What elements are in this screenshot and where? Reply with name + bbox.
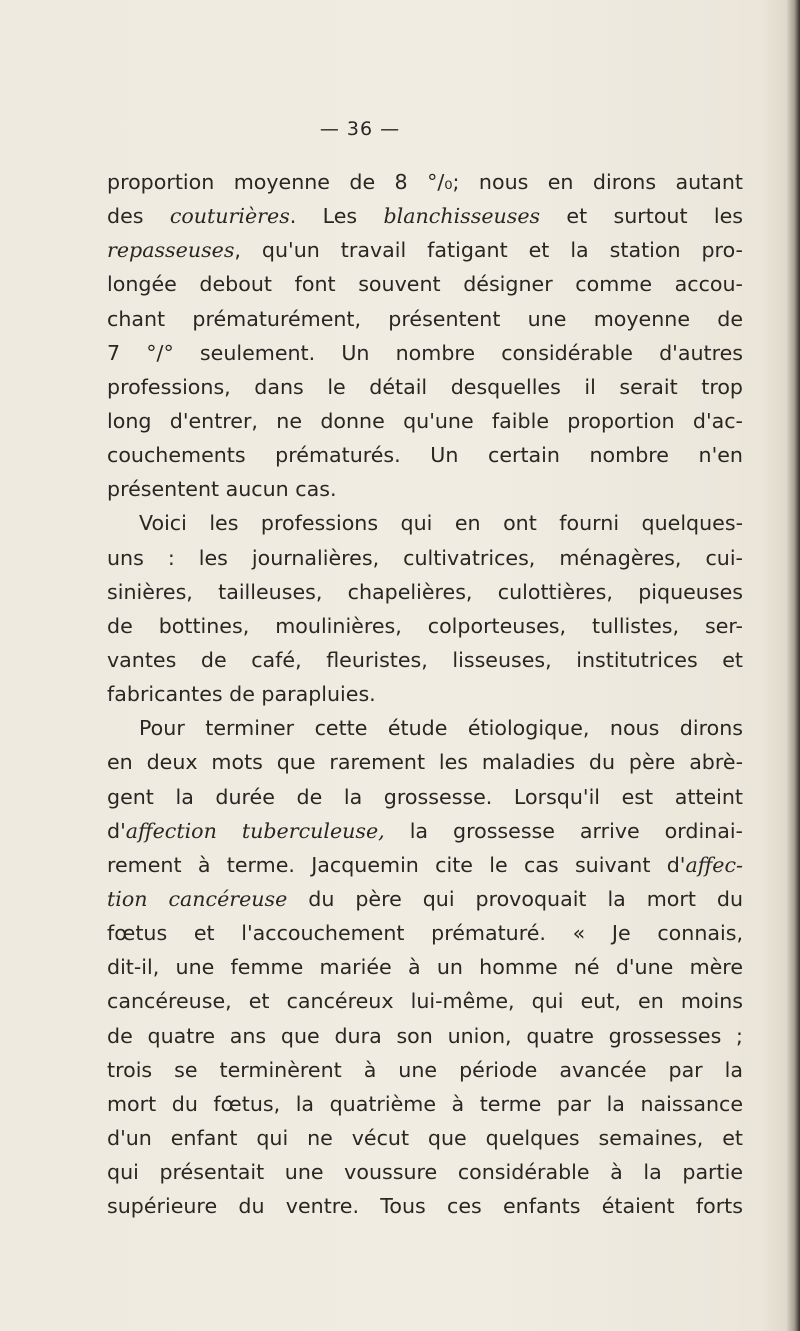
text-line	[107, 541, 743, 575]
text-segment: en deux mots que rarement les maladies du père abrè-	[107, 750, 743, 775]
text-line	[107, 1155, 743, 1189]
italic-text: couturières	[169, 204, 290, 229]
text-segment: supérieure du ventre. Tous ces enfants étaient forts	[107, 1194, 743, 1219]
text-line	[107, 472, 743, 506]
text-line	[107, 233, 743, 267]
text-segment: professions, dans le détail desquelles il serait trop	[107, 374, 743, 399]
text-segment: , qu'un travail fatigant et la station pro-	[234, 238, 743, 263]
text-line	[107, 404, 743, 438]
text-segment: . Les	[289, 204, 384, 229]
text-segment: du père qui provoquait la mort du	[287, 886, 744, 911]
text-line	[107, 814, 743, 848]
text-line	[107, 1019, 743, 1053]
text-line	[107, 267, 743, 301]
text-segment: d'un enfant qui ne vécut que quelques semaines, et	[107, 1125, 743, 1150]
text-line	[107, 984, 743, 1018]
text-segment: Voici les professions qui en ont fourni quelques-	[139, 511, 743, 536]
text-line	[107, 575, 743, 609]
text-segment: gent la durée de la grossesse. Lorsqu'il est atteint	[107, 784, 743, 809]
text-line	[107, 370, 743, 404]
text-segment: chant prématurément, présentent une moyenne de	[107, 306, 743, 331]
text-line	[107, 745, 743, 779]
text-segment: cancéreuse, et cancéreux lui-même, qui eut, en moins	[107, 989, 743, 1014]
text-segment: couchements prématurés. Un certain nombre n'en	[107, 443, 743, 468]
italic-text: tion cancéreuse	[107, 886, 288, 911]
text-line	[107, 882, 743, 916]
text-line	[107, 165, 743, 199]
text-line	[107, 1053, 743, 1087]
text-segment: sinières, tailleuses, chapelières, culottières, piqueuses	[107, 579, 743, 604]
text-segment: la grossesse arrive ordinai-	[384, 818, 743, 843]
text-segment: trois se terminèrent à une période avancée par la	[107, 1057, 743, 1082]
text-segment: des	[107, 204, 170, 229]
text-line	[107, 780, 743, 814]
text-segment: vantes de café, fleuristes, lisseuses, institutrices et	[107, 647, 743, 672]
italic-text: affec-	[685, 852, 743, 877]
text-line	[107, 438, 743, 472]
italic-text: repasseuses	[107, 238, 235, 263]
text-segment: de quatre ans que dura son union, quatre grossesses ;	[107, 1023, 743, 1048]
text-line	[107, 677, 743, 711]
text-segment: long d'entrer, ne donne qu'une faible proportion d'ac-	[107, 408, 743, 433]
text-line	[107, 302, 743, 336]
text-line	[107, 1087, 743, 1121]
text-segment: uns : les journalières, cultivatrices, ménagères, cui-	[107, 545, 743, 570]
italic-text: affection tuberculeuse,	[125, 818, 385, 843]
text-line	[107, 506, 743, 540]
text-segment: fabricantes de parapluies.	[107, 682, 376, 707]
italic-text: blanchisseuses	[383, 204, 541, 229]
text-segment: d'	[107, 818, 126, 843]
text-segment: rement à terme. Jacquemin cite le cas suivant d'	[107, 852, 686, 877]
text-segment: proportion moyenne de 8 °/₀; nous en dirons autant	[107, 170, 743, 194]
text-segment: mort du fœtus, la quatrième à terme par la naissance	[107, 1091, 743, 1116]
page-edge-shadow	[786, 0, 800, 1331]
text-line	[107, 1121, 743, 1155]
text-line	[107, 336, 743, 370]
page-number: — 36 —	[319, 118, 401, 140]
text-segment: et surtout les	[540, 204, 743, 229]
text-segment: présentent aucun cas.	[107, 477, 337, 502]
text-line	[107, 848, 743, 882]
text-line	[107, 711, 743, 745]
text-line	[107, 643, 743, 677]
text-segment: de bottines, moulinières, colporteuses, tullistes, ser-	[107, 613, 743, 638]
body-text	[107, 165, 743, 1223]
text-line	[107, 950, 743, 984]
text-line	[107, 609, 743, 643]
text-line	[107, 916, 743, 950]
text-segment: dit-il, une femme mariée à un homme né d'une mère	[107, 955, 743, 980]
text-segment: Pour terminer cette étude étiologique, nous dirons	[139, 716, 743, 741]
text-segment: 7 °/° seulement. Un nombre considérable d'autres	[107, 340, 743, 365]
text-segment: fœtus et l'accouchement prématuré. « Je connais,	[107, 921, 743, 946]
text-line	[107, 199, 743, 233]
text-segment: qui présentait une voussure considérable à la partie	[107, 1160, 743, 1185]
text-line	[107, 1189, 743, 1223]
text-segment: longée debout font souvent désigner comme accou-	[107, 272, 743, 297]
